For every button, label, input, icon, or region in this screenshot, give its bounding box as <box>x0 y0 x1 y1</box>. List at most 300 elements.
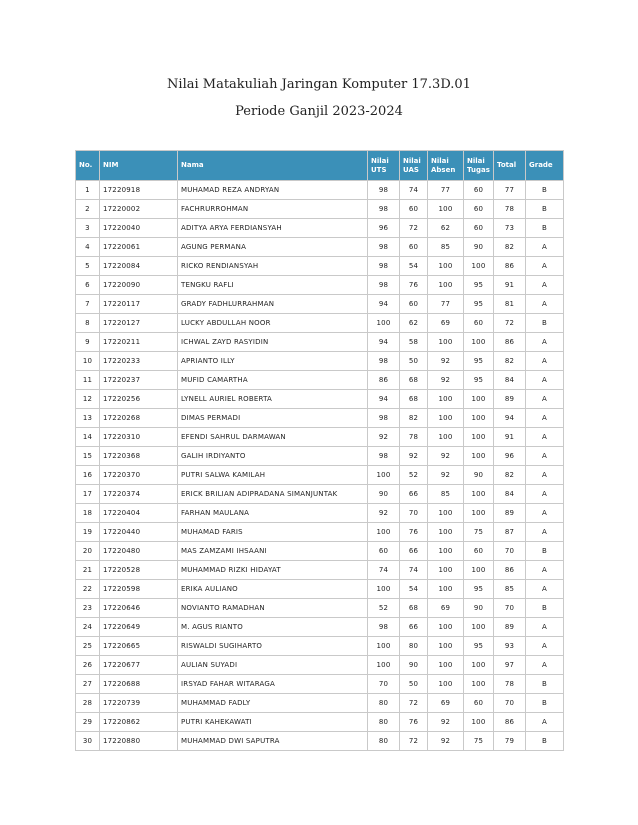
cell-no: 2 <box>76 200 100 219</box>
cell-absen: 100 <box>428 333 464 352</box>
cell-no: 22 <box>76 580 100 599</box>
cell-no: 27 <box>76 675 100 694</box>
cell-nama: LUCKY ABDULLAH NOOR <box>178 314 368 333</box>
cell-tugas: 100 <box>464 656 494 675</box>
cell-uas: 66 <box>400 542 428 561</box>
cell-absen: 100 <box>428 675 464 694</box>
cell-absen: 100 <box>428 504 464 523</box>
cell-uas: 52 <box>400 466 428 485</box>
cell-grade: A <box>526 333 564 352</box>
cell-no: 17 <box>76 485 100 504</box>
cell-nim: 17220211 <box>100 333 178 352</box>
cell-nama: NOVIANTO RAMADHAN <box>178 599 368 618</box>
cell-nim: 17220880 <box>100 732 178 751</box>
cell-absen: 100 <box>428 276 464 295</box>
cell-no: 14 <box>76 428 100 447</box>
cell-grade: A <box>526 447 564 466</box>
cell-nim: 17220117 <box>100 295 178 314</box>
cell-absen: 69 <box>428 599 464 618</box>
cell-tugas: 100 <box>464 618 494 637</box>
cell-grade: A <box>526 295 564 314</box>
cell-total: 84 <box>494 485 526 504</box>
cell-uts: 74 <box>368 561 400 580</box>
header-absen: Nilai Absen <box>428 151 464 181</box>
cell-uas: 62 <box>400 314 428 333</box>
cell-absen: 77 <box>428 295 464 314</box>
cell-uas: 74 <box>400 181 428 200</box>
cell-absen: 100 <box>428 409 464 428</box>
cell-nim: 17220368 <box>100 447 178 466</box>
cell-total: 82 <box>494 352 526 371</box>
table-row <box>76 618 564 637</box>
table-row <box>76 238 564 257</box>
table-row <box>76 295 564 314</box>
cell-uts: 86 <box>368 371 400 390</box>
cell-nim: 17220862 <box>100 713 178 732</box>
cell-tugas: 95 <box>464 637 494 656</box>
cell-nim: 17220374 <box>100 485 178 504</box>
cell-nim: 17220268 <box>100 409 178 428</box>
cell-grade: A <box>526 504 564 523</box>
cell-nim: 17220739 <box>100 694 178 713</box>
cell-tugas: 75 <box>464 732 494 751</box>
cell-nama: FACHRURROHMAN <box>178 200 368 219</box>
cell-uts: 90 <box>368 485 400 504</box>
cell-total: 89 <box>494 504 526 523</box>
cell-nama: TENGKU RAFLI <box>178 276 368 295</box>
cell-absen: 62 <box>428 219 464 238</box>
cell-no: 21 <box>76 561 100 580</box>
cell-no: 6 <box>76 276 100 295</box>
cell-nama: LYNELL AURIEL ROBERTA <box>178 390 368 409</box>
cell-no: 3 <box>76 219 100 238</box>
cell-uas: 92 <box>400 447 428 466</box>
cell-no: 29 <box>76 713 100 732</box>
cell-uts: 100 <box>368 314 400 333</box>
cell-nim: 17220688 <box>100 675 178 694</box>
cell-uas: 82 <box>400 409 428 428</box>
cell-grade: A <box>526 409 564 428</box>
cell-uas: 72 <box>400 694 428 713</box>
cell-nama: PUTRI KAHEKAWATI <box>178 713 368 732</box>
cell-tugas: 90 <box>464 238 494 257</box>
cell-absen: 92 <box>428 466 464 485</box>
cell-tugas: 60 <box>464 200 494 219</box>
cell-nim: 17220528 <box>100 561 178 580</box>
cell-nim: 17220677 <box>100 656 178 675</box>
table-header-row <box>76 151 564 181</box>
cell-tugas: 100 <box>464 561 494 580</box>
cell-no: 10 <box>76 352 100 371</box>
table-row <box>76 352 564 371</box>
cell-nama: MUHAMMAD RIZKI HIDAYAT <box>178 561 368 580</box>
cell-total: 86 <box>494 713 526 732</box>
cell-uas: 66 <box>400 485 428 504</box>
header-no: No. <box>76 151 100 181</box>
cell-grade: A <box>526 713 564 732</box>
cell-no: 8 <box>76 314 100 333</box>
table-row <box>76 732 564 751</box>
cell-total: 81 <box>494 295 526 314</box>
cell-grade: A <box>526 257 564 276</box>
table-row <box>76 637 564 656</box>
cell-nim: 17220480 <box>100 542 178 561</box>
cell-absen: 100 <box>428 637 464 656</box>
cell-nim: 17220310 <box>100 428 178 447</box>
cell-no: 24 <box>76 618 100 637</box>
cell-tugas: 100 <box>464 675 494 694</box>
cell-no: 15 <box>76 447 100 466</box>
cell-nim: 17220665 <box>100 637 178 656</box>
table-row <box>76 580 564 599</box>
cell-absen: 92 <box>428 352 464 371</box>
cell-absen: 85 <box>428 485 464 504</box>
table-row <box>76 504 564 523</box>
header-nim: NIM <box>100 151 178 181</box>
cell-tugas: 100 <box>464 409 494 428</box>
cell-no: 12 <box>76 390 100 409</box>
header-tugas: Nilai Tugas <box>464 151 494 181</box>
cell-nim: 17220918 <box>100 181 178 200</box>
cell-absen: 100 <box>428 580 464 599</box>
cell-nama: APRIANTO ILLY <box>178 352 368 371</box>
cell-nim: 17220646 <box>100 599 178 618</box>
cell-no: 11 <box>76 371 100 390</box>
cell-uas: 90 <box>400 656 428 675</box>
cell-uas: 50 <box>400 675 428 694</box>
cell-tugas: 100 <box>464 485 494 504</box>
cell-nim: 17220127 <box>100 314 178 333</box>
cell-nim: 17220061 <box>100 238 178 257</box>
cell-uts: 100 <box>368 523 400 542</box>
cell-uts: 80 <box>368 694 400 713</box>
cell-uts: 98 <box>368 276 400 295</box>
cell-nama: MUHAMMAD FADLY <box>178 694 368 713</box>
cell-uas: 58 <box>400 333 428 352</box>
cell-uts: 92 <box>368 504 400 523</box>
table-row <box>76 409 564 428</box>
cell-uts: 98 <box>368 257 400 276</box>
cell-grade: B <box>526 599 564 618</box>
cell-uas: 80 <box>400 637 428 656</box>
cell-no: 4 <box>76 238 100 257</box>
cell-nim: 17220084 <box>100 257 178 276</box>
cell-total: 91 <box>494 428 526 447</box>
cell-total: 78 <box>494 675 526 694</box>
cell-nama: ERIKA AULIANO <box>178 580 368 599</box>
cell-uas: 76 <box>400 276 428 295</box>
cell-uts: 60 <box>368 542 400 561</box>
cell-total: 87 <box>494 523 526 542</box>
cell-uts: 80 <box>368 713 400 732</box>
cell-grade: B <box>526 675 564 694</box>
cell-no: 28 <box>76 694 100 713</box>
cell-grade: A <box>526 485 564 504</box>
cell-tugas: 90 <box>464 599 494 618</box>
cell-uas: 68 <box>400 390 428 409</box>
header-uts: Nilai UTS <box>368 151 400 181</box>
cell-uas: 54 <box>400 257 428 276</box>
table-row <box>76 542 564 561</box>
cell-tugas: 60 <box>464 219 494 238</box>
cell-uts: 92 <box>368 428 400 447</box>
cell-nim: 17220598 <box>100 580 178 599</box>
header-grade: Grade <box>526 151 564 181</box>
cell-total: 70 <box>494 542 526 561</box>
table-row <box>76 219 564 238</box>
cell-grade: A <box>526 466 564 485</box>
cell-absen: 92 <box>428 371 464 390</box>
cell-nama: DIMAS PERMADI <box>178 409 368 428</box>
cell-absen: 92 <box>428 713 464 732</box>
cell-total: 97 <box>494 656 526 675</box>
cell-tugas: 95 <box>464 295 494 314</box>
cell-grade: A <box>526 580 564 599</box>
cell-no: 23 <box>76 599 100 618</box>
cell-uts: 94 <box>368 295 400 314</box>
cell-nama: IRSYAD FAHAR WITARAGA <box>178 675 368 694</box>
cell-total: 85 <box>494 580 526 599</box>
cell-nim: 17220649 <box>100 618 178 637</box>
cell-nama: MUHAMAD REZA ANDRYAN <box>178 181 368 200</box>
cell-no: 1 <box>76 181 100 200</box>
cell-absen: 100 <box>428 428 464 447</box>
cell-grade: B <box>526 694 564 713</box>
table-row <box>76 181 564 200</box>
cell-nim: 17220002 <box>100 200 178 219</box>
cell-nama: ERICK BRILIAN ADIPRADANA SIMANJUNTAK <box>178 485 368 504</box>
cell-nim: 17220404 <box>100 504 178 523</box>
cell-nama: ICHWAL ZAYD RASYIDIN <box>178 333 368 352</box>
table-row <box>76 447 564 466</box>
cell-nama: GRADY FADHLURRAHMAN <box>178 295 368 314</box>
cell-no: 25 <box>76 637 100 656</box>
cell-absen: 100 <box>428 200 464 219</box>
table-row <box>76 466 564 485</box>
header-total: Total <box>494 151 526 181</box>
grades-table <box>75 150 564 751</box>
cell-uts: 100 <box>368 656 400 675</box>
cell-no: 26 <box>76 656 100 675</box>
cell-uts: 94 <box>368 333 400 352</box>
cell-uas: 78 <box>400 428 428 447</box>
table-row <box>76 390 564 409</box>
cell-tugas: 95 <box>464 580 494 599</box>
header-nama: Nama <box>178 151 368 181</box>
cell-no: 9 <box>76 333 100 352</box>
cell-tugas: 100 <box>464 257 494 276</box>
table-row <box>76 599 564 618</box>
table-row <box>76 485 564 504</box>
cell-nama: MUFID CAMARTHA <box>178 371 368 390</box>
cell-absen: 100 <box>428 390 464 409</box>
cell-nama: FARHAN MAULANA <box>178 504 368 523</box>
cell-grade: A <box>526 428 564 447</box>
cell-nama: AGUNG PERMANA <box>178 238 368 257</box>
cell-uts: 96 <box>368 219 400 238</box>
cell-no: 16 <box>76 466 100 485</box>
cell-total: 86 <box>494 561 526 580</box>
cell-nama: EFENDI SAHRUL DARMAWAN <box>178 428 368 447</box>
cell-grade: A <box>526 561 564 580</box>
cell-total: 82 <box>494 238 526 257</box>
cell-uts: 98 <box>368 352 400 371</box>
cell-grade: A <box>526 637 564 656</box>
cell-nama: MAS ZAMZAMI IHSAANI <box>178 542 368 561</box>
cell-tugas: 90 <box>464 466 494 485</box>
cell-uas: 60 <box>400 238 428 257</box>
cell-total: 89 <box>494 390 526 409</box>
cell-absen: 77 <box>428 181 464 200</box>
cell-tugas: 100 <box>464 504 494 523</box>
cell-total: 91 <box>494 276 526 295</box>
cell-nama: RISWALDI SUGIHARTO <box>178 637 368 656</box>
cell-no: 20 <box>76 542 100 561</box>
cell-total: 82 <box>494 466 526 485</box>
cell-uts: 100 <box>368 580 400 599</box>
cell-nama: M. AGUS RIANTO <box>178 618 368 637</box>
cell-tugas: 95 <box>464 371 494 390</box>
cell-nim: 17220233 <box>100 352 178 371</box>
cell-absen: 100 <box>428 656 464 675</box>
cell-total: 73 <box>494 219 526 238</box>
cell-nama: ADITYA ARYA FERDIANSYAH <box>178 219 368 238</box>
table-row <box>76 333 564 352</box>
cell-total: 70 <box>494 599 526 618</box>
table-row <box>76 694 564 713</box>
cell-total: 79 <box>494 732 526 751</box>
cell-absen: 100 <box>428 542 464 561</box>
cell-nama: RICKO RENDIANSYAH <box>178 257 368 276</box>
cell-grade: B <box>526 314 564 333</box>
cell-grade: A <box>526 352 564 371</box>
cell-tugas: 100 <box>464 333 494 352</box>
cell-nim: 17220040 <box>100 219 178 238</box>
cell-nim: 17220237 <box>100 371 178 390</box>
cell-grade: A <box>526 371 564 390</box>
document-subtitle: Periode Ganjil 2023-2024 <box>235 104 403 119</box>
cell-total: 84 <box>494 371 526 390</box>
cell-no: 13 <box>76 409 100 428</box>
cell-nim: 17220370 <box>100 466 178 485</box>
cell-absen: 100 <box>428 561 464 580</box>
cell-nama: PUTRI SALWA KAMILAH <box>178 466 368 485</box>
cell-tugas: 95 <box>464 276 494 295</box>
cell-total: 77 <box>494 181 526 200</box>
cell-uts: 98 <box>368 447 400 466</box>
cell-uas: 68 <box>400 599 428 618</box>
cell-uas: 72 <box>400 219 428 238</box>
cell-total: 70 <box>494 694 526 713</box>
cell-uts: 98 <box>368 618 400 637</box>
cell-uts: 70 <box>368 675 400 694</box>
cell-uts: 98 <box>368 181 400 200</box>
cell-absen: 100 <box>428 257 464 276</box>
cell-uts: 98 <box>368 238 400 257</box>
cell-nim: 17220256 <box>100 390 178 409</box>
table-row <box>76 257 564 276</box>
table-row <box>76 561 564 580</box>
cell-nama: GALIH IRDIYANTO <box>178 447 368 466</box>
cell-absen: 69 <box>428 694 464 713</box>
table-row <box>76 371 564 390</box>
table-row <box>76 675 564 694</box>
cell-uas: 60 <box>400 295 428 314</box>
cell-uas: 74 <box>400 561 428 580</box>
cell-uas: 54 <box>400 580 428 599</box>
cell-grade: A <box>526 656 564 675</box>
table-row <box>76 428 564 447</box>
cell-grade: B <box>526 181 564 200</box>
cell-nama: MUHAMAD FARIS <box>178 523 368 542</box>
cell-nim: 17220090 <box>100 276 178 295</box>
cell-tugas: 100 <box>464 447 494 466</box>
cell-uas: 68 <box>400 371 428 390</box>
cell-grade: A <box>526 390 564 409</box>
cell-grade: B <box>526 200 564 219</box>
cell-total: 96 <box>494 447 526 466</box>
cell-tugas: 95 <box>464 352 494 371</box>
cell-uas: 76 <box>400 713 428 732</box>
cell-uts: 52 <box>368 599 400 618</box>
table-row <box>76 314 564 333</box>
cell-total: 72 <box>494 314 526 333</box>
table-row <box>76 713 564 732</box>
cell-grade: A <box>526 523 564 542</box>
cell-total: 89 <box>494 618 526 637</box>
cell-uas: 72 <box>400 732 428 751</box>
cell-nama: MUHAMMAD DWI SAPUTRA <box>178 732 368 751</box>
table-row <box>76 200 564 219</box>
cell-grade: B <box>526 542 564 561</box>
cell-total: 86 <box>494 257 526 276</box>
cell-absen: 69 <box>428 314 464 333</box>
cell-tugas: 75 <box>464 523 494 542</box>
cell-uas: 60 <box>400 200 428 219</box>
cell-uas: 76 <box>400 523 428 542</box>
cell-nama: AULIAN SUYADI <box>178 656 368 675</box>
cell-uas: 70 <box>400 504 428 523</box>
table-row <box>76 656 564 675</box>
cell-uts: 100 <box>368 466 400 485</box>
cell-no: 30 <box>76 732 100 751</box>
cell-grade: A <box>526 618 564 637</box>
cell-no: 18 <box>76 504 100 523</box>
cell-tugas: 100 <box>464 390 494 409</box>
cell-no: 7 <box>76 295 100 314</box>
cell-absen: 100 <box>428 618 464 637</box>
cell-nim: 17220440 <box>100 523 178 542</box>
cell-uts: 100 <box>368 637 400 656</box>
cell-no: 5 <box>76 257 100 276</box>
cell-tugas: 60 <box>464 181 494 200</box>
cell-uas: 50 <box>400 352 428 371</box>
cell-uts: 80 <box>368 732 400 751</box>
cell-total: 78 <box>494 200 526 219</box>
cell-uts: 98 <box>368 409 400 428</box>
cell-uas: 66 <box>400 618 428 637</box>
cell-grade: B <box>526 219 564 238</box>
cell-tugas: 60 <box>464 694 494 713</box>
cell-tugas: 100 <box>464 713 494 732</box>
cell-total: 86 <box>494 333 526 352</box>
cell-grade: A <box>526 238 564 257</box>
cell-total: 93 <box>494 637 526 656</box>
cell-tugas: 60 <box>464 542 494 561</box>
cell-no: 19 <box>76 523 100 542</box>
cell-uts: 94 <box>368 390 400 409</box>
table-row <box>76 523 564 542</box>
